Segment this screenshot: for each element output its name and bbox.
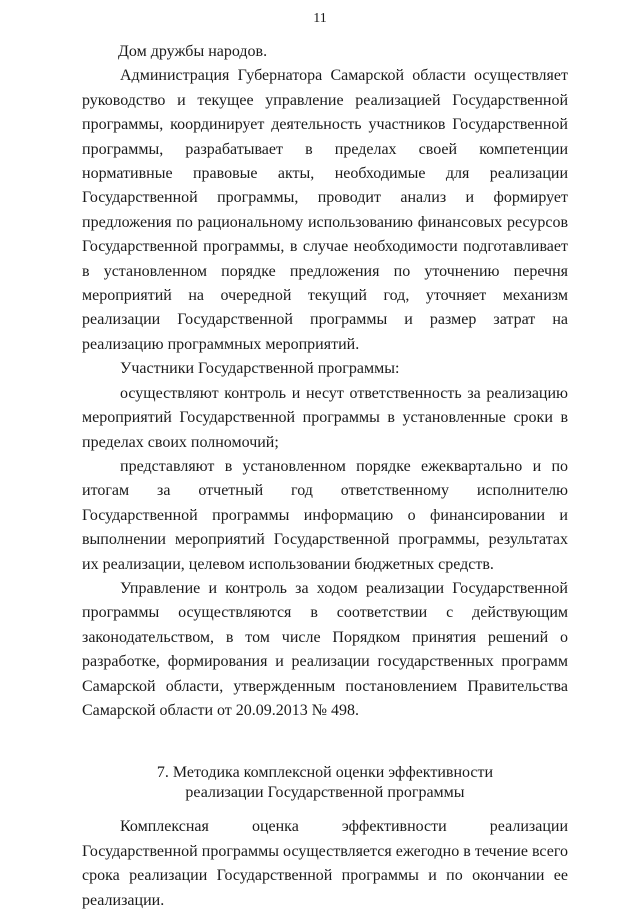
- paragraph-management-control: Управление и контроль за ходом реализации Государственной программы осуществляются в соответствии с действующим законодательством, в том числе Порядком принятия решений о разработке, формирования и реализации государственных программ Самарской области, утвержденным постановлением Правительства Самарской области от 20.09.2013 № 498.: [82, 579, 568, 719]
- section-heading-line-1: 7. Методика комплексной оценки эффективности: [156, 764, 494, 782]
- paragraph-house-of-friendship: Дом дружбы народов.: [118, 43, 268, 60]
- document-body: [82, 40, 568, 913]
- paragraph-participants: Участники Государственной программы:: [120, 360, 400, 378]
- paragraph-control-responsibility: осуществляют контроль и несут ответственность за реализацию мероприятий Государственной программы в установленные сроки в пределах своих полномочий;: [82, 384, 568, 451]
- paragraph-reporting: представляют в установленном порядке ежеквартально и по итогам за отчетный год ответственному исполнителю Государственной программы информацию о финансировании и выполнении мероприятий Государственной программы, результатах их реализации, целевом использовании бюджетных средств.: [82, 457, 568, 573]
- section-heading: [82, 763, 568, 803]
- page-number: 11: [313, 11, 327, 26]
- paragraph-administration: Администрация Губернатора Самарской области осуществляет руководство и текущее управление реализацией Государственной программы, координирует деятельность участников Государственной программы, разрабатывает в пределах своей компетенции нормативные правовые акты, необходимые для реализации Государственной программы, проводит анализ и формирует предложения по рациональному использованию финансовых ресурсов Государственной программы, в случае необходимости подготавливает в установленном порядке предложения по уточнению перечня мероприятий на очередной текущий год, уточняет механизм реализации Государственной программы и размер затрат на реализацию программных мероприятий.: [82, 67, 568, 353]
- paragraph-comprehensive-assessment: Комплексная оценка эффективности реализации Государственной программы осуществляется ежегодно в течение всего срока реализации Государственной программы и по окончании ее реализации.: [82, 818, 568, 909]
- section-heading-line-2: реализации Государственной программы: [185, 784, 465, 802]
